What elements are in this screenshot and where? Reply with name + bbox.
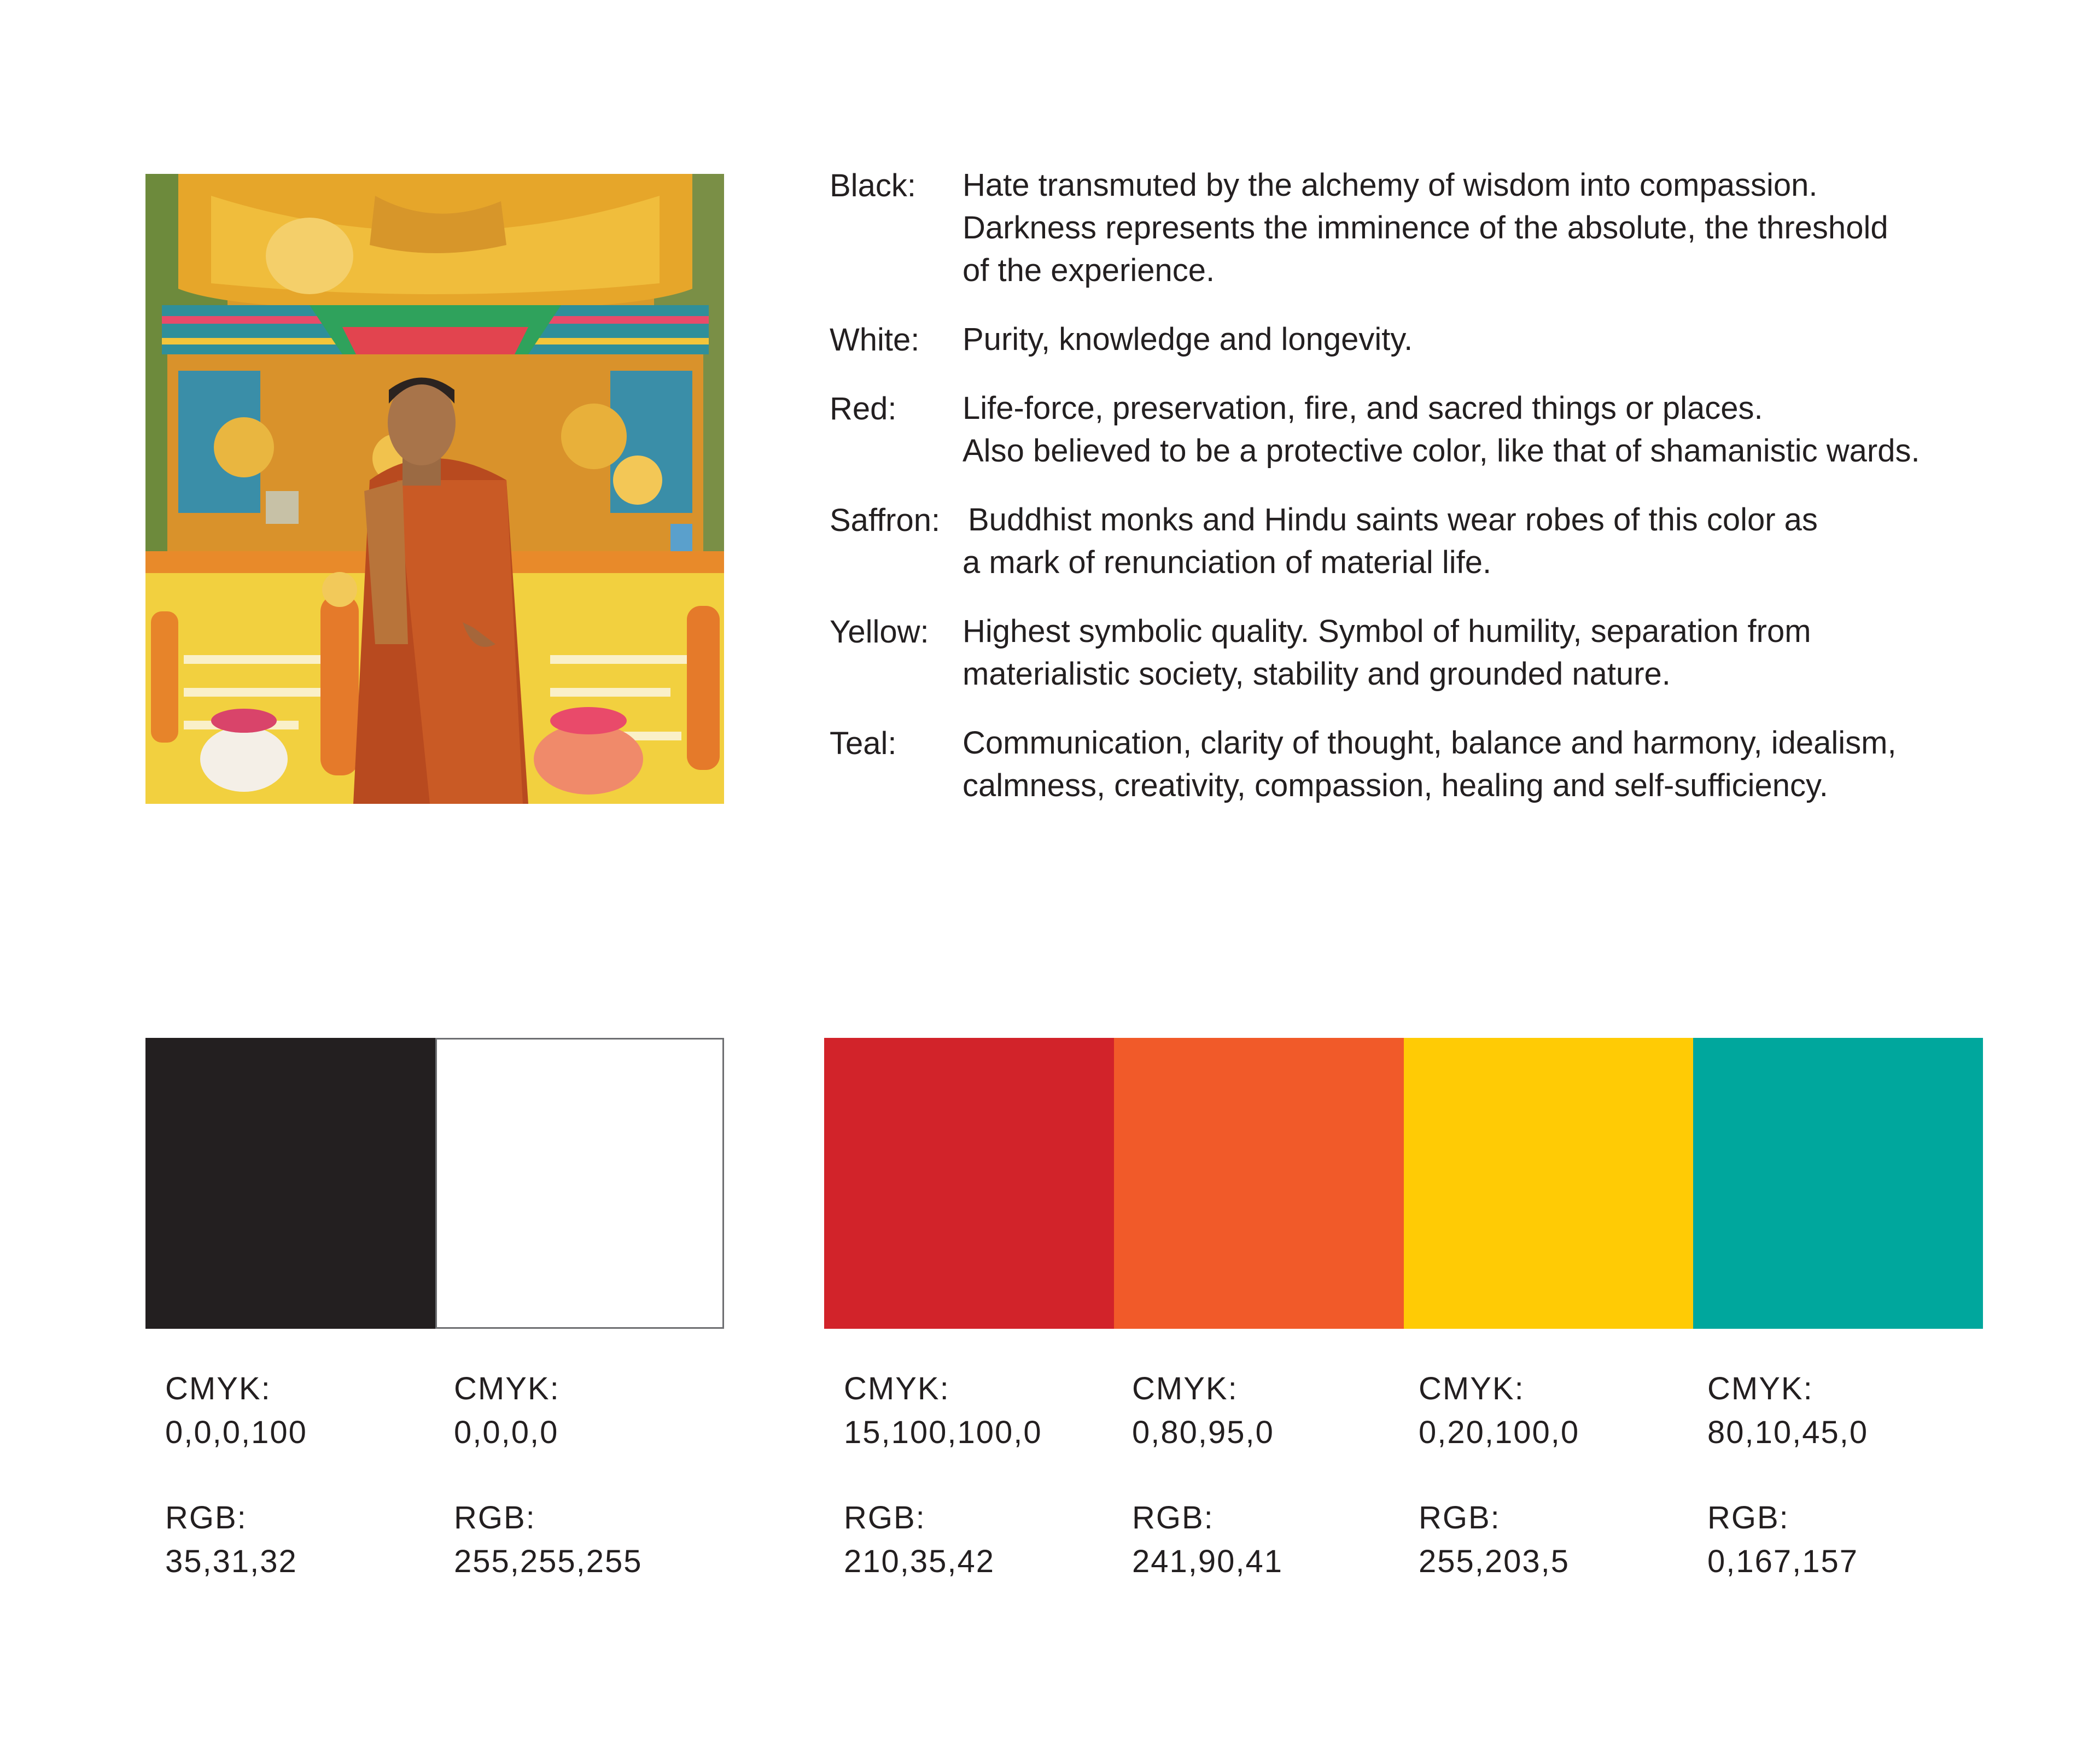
rgb-label: RGB: — [1707, 1500, 1789, 1535]
meaning-white — [830, 318, 1978, 361]
codes-saffron — [1132, 1367, 1395, 1584]
cmyk-value: 80,10,45,0 — [1707, 1415, 1869, 1450]
meaning-line: Life-force, preservation, fire, and sacred things or places. — [962, 390, 1763, 426]
meaning-label: Red: — [830, 391, 897, 427]
meaning-line: a mark of renunciation of material life. — [962, 545, 1492, 580]
monk-temple-illustration — [145, 174, 724, 804]
meaning-line: materialistic society, stability and grounded nature. — [962, 656, 1671, 692]
meaning-label: Teal: — [830, 726, 897, 761]
meaning-description — [962, 387, 1978, 472]
rgb-label: RGB: — [844, 1500, 926, 1535]
meaning-teal — [830, 722, 1978, 807]
meaning-line: calmness, creativity, compassion, healing and self-sufficiency. — [962, 768, 1828, 803]
swatch-white — [435, 1038, 724, 1329]
meaning-line: Buddhist monks and Hindu saints wear robes of this color as — [968, 502, 1818, 538]
meaning-description — [962, 318, 1978, 361]
codes-yellow — [1419, 1367, 1681, 1584]
cmyk-label: CMYK: — [1707, 1371, 1813, 1406]
meaning-label: Yellow: — [830, 614, 929, 650]
rgb-value: 0,167,157 — [1707, 1544, 1859, 1579]
swatch-red — [824, 1038, 1114, 1329]
cmyk-value: 0,80,95,0 — [1132, 1415, 1274, 1450]
meaning-label: White: — [830, 322, 920, 358]
cmyk-label: CMYK: — [1419, 1371, 1525, 1406]
cmyk-label: CMYK: — [844, 1371, 950, 1406]
rgb-label: RGB: — [454, 1500, 536, 1535]
meaning-line: Also believed to be a protective color, like that of shamanistic wards. — [962, 433, 1920, 469]
meaning-red — [830, 387, 1978, 472]
swatch-teal — [1693, 1038, 1983, 1329]
swatch-yellow — [1404, 1038, 1693, 1329]
meaning-description — [962, 610, 1978, 696]
meaning-line: Highest symbolic quality. Symbol of humility, separation from — [962, 614, 1811, 649]
rgb-value: 255,255,255 — [454, 1544, 643, 1579]
swatch-saffron — [1114, 1038, 1404, 1329]
meaning-black — [830, 164, 1978, 292]
rgb-label: RGB: — [1419, 1500, 1501, 1535]
meaning-line: of the experience. — [962, 253, 1215, 288]
meaning-saffron — [830, 499, 1978, 584]
cmyk-value: 0,0,0,100 — [165, 1415, 307, 1450]
meaning-description — [962, 164, 1978, 292]
codes-red — [844, 1367, 1106, 1584]
cmyk-label: CMYK: — [165, 1371, 271, 1406]
rgb-label: RGB: — [165, 1500, 247, 1535]
meaning-yellow — [830, 610, 1978, 696]
meaning-label: Saffron: — [830, 503, 941, 538]
meaning-description — [962, 722, 1978, 807]
rgb-label: RGB: — [1132, 1500, 1214, 1535]
rgb-value: 210,35,42 — [844, 1544, 995, 1579]
cmyk-label: CMYK: — [454, 1371, 560, 1406]
rgb-value: 35,31,32 — [165, 1544, 298, 1579]
codes-teal — [1707, 1367, 1970, 1584]
codes-black — [165, 1367, 428, 1584]
rgb-value: 255,203,5 — [1419, 1544, 1570, 1579]
meaning-description — [962, 499, 1978, 584]
meaning-line: Communication, clarity of thought, balance and harmony, idealism, — [962, 725, 1897, 761]
monk-temple-photo — [145, 174, 724, 804]
codes-white — [454, 1367, 716, 1584]
color-meanings-list — [830, 164, 1978, 833]
rgb-value: 241,90,41 — [1132, 1544, 1284, 1579]
meaning-line: Hate transmuted by the alchemy of wisdom into compassion. — [962, 167, 1818, 203]
meaning-line: Purity, knowledge and longevity. — [962, 322, 1413, 357]
meaning-line: Darkness represents the imminence of the absolute, the threshold — [962, 210, 1888, 246]
cmyk-value: 15,100,100,0 — [844, 1415, 1042, 1450]
meaning-label: Black: — [830, 168, 916, 203]
swatch-black — [145, 1038, 435, 1329]
cmyk-label: CMYK: — [1132, 1371, 1238, 1406]
cmyk-value: 0,0,0,0 — [454, 1415, 559, 1450]
cmyk-value: 0,20,100,0 — [1419, 1415, 1580, 1450]
